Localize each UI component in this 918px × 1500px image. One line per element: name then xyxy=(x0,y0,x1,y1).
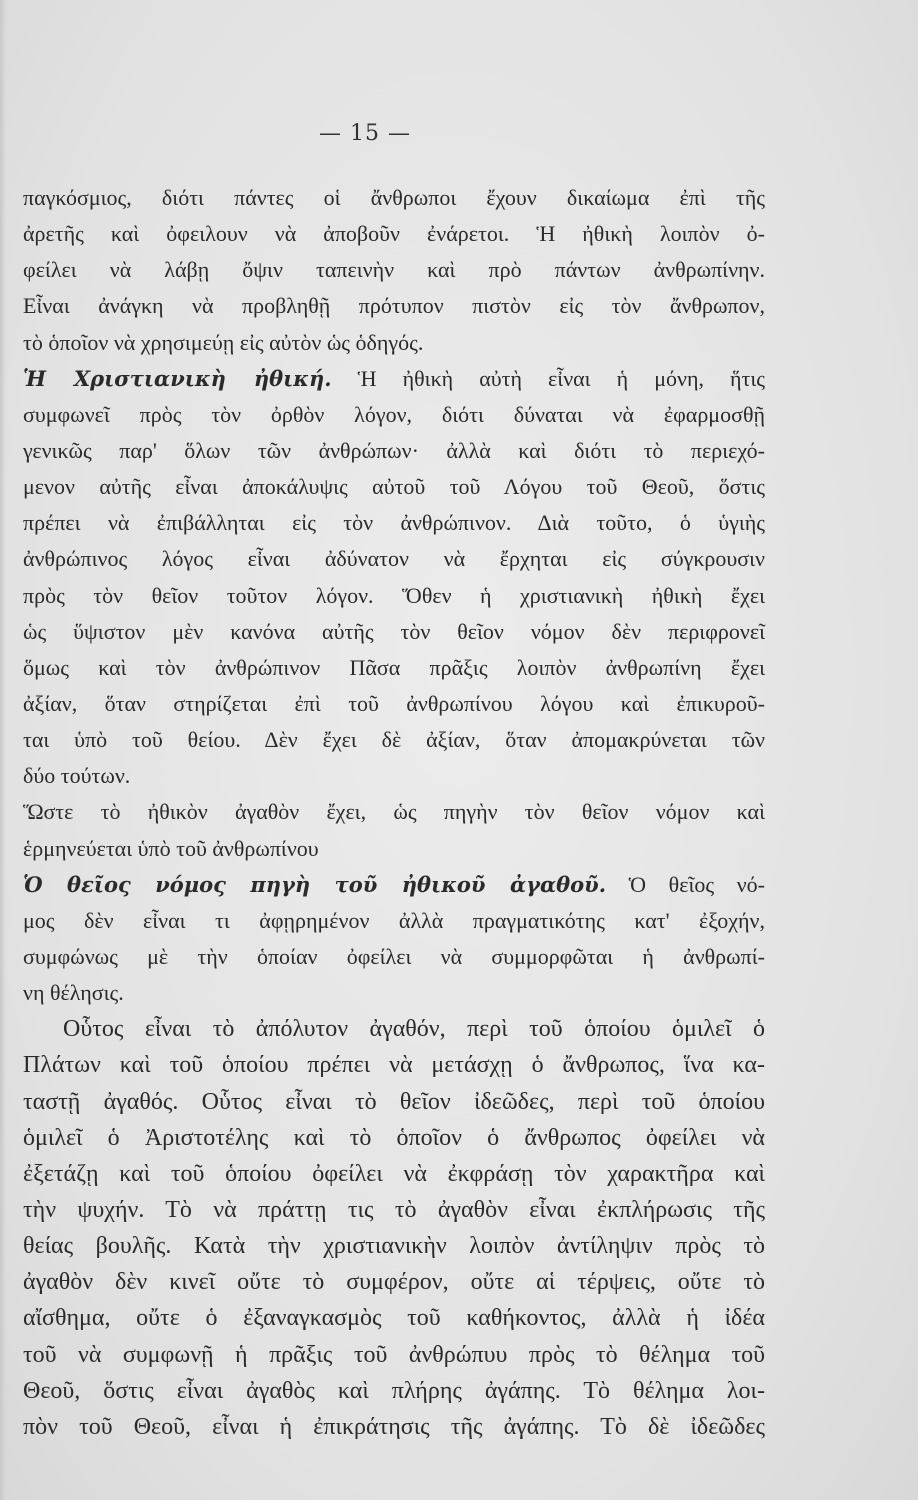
line-text: τὸ ὁποῖον νὰ χρησιμεύῃ εἰς αὐτὸν ὡς ὁδηγός. xyxy=(23,329,424,355)
line-text: γενικῶς παρ' ὅλων τῶν ἀνθρώπων· ἀλλὰ καὶ διότι τὸ περιεχό- xyxy=(23,437,765,463)
line-text: ἀξίαν, ὅταν στηρίζεται ἐπὶ τοῦ ἀνθρωπίνου λόγου καὶ ἐπικυροῦ- xyxy=(23,690,765,716)
line-text: ἐξετάζῃ καὶ τοῦ ὁποίου ὀφείλει νὰ ἐκφράσῃ τὸν χαρακτῆρα καὶ xyxy=(23,1160,765,1187)
text-line xyxy=(23,1192,765,1228)
line-text: ται ὑπὸ τοῦ θείου. Δὲν ἔχει δὲ ἀξίαν, ὅταν ἀπομακρύνεται τῶν xyxy=(23,727,765,753)
text-line xyxy=(23,903,765,939)
page-number: — 15 — xyxy=(319,121,411,146)
line-text: πρὸς τὸν θεῖον τοῦτον λόγον. Ὅθεν ἡ χριστιανικὴ ἠθικὴ ἔχει xyxy=(23,582,765,608)
text-line xyxy=(23,1047,765,1083)
text-line xyxy=(23,252,765,288)
text-line xyxy=(23,939,765,975)
text-line xyxy=(23,1011,765,1047)
text-line xyxy=(23,794,765,830)
text-line xyxy=(23,722,765,758)
line-text: ταστῇ ἀγαθός. Οὗτος εἶναι τὸ θεῖον ἰδεῶδες, περὶ τοῦ ὁποίου xyxy=(23,1088,765,1115)
line-text: Πλάτων καὶ τοῦ ὁποίου πρέπει νὰ μετάσχῃ ὁ ἄνθρωπος, ἵνα κα- xyxy=(23,1052,765,1079)
line-text: μενον αὐτῆς εἶναι ἀποκάλυψις αὐτοῦ τοῦ Λόγου τοῦ Θεοῦ, ὅστις xyxy=(23,474,765,500)
line-text: ἑρμηνεύεται ὑπὸ τοῦ ἀνθρωπίνου xyxy=(23,835,319,861)
line-text: νη θέλησις. xyxy=(23,980,124,1006)
text-line xyxy=(23,1156,765,1192)
text-line xyxy=(23,831,765,867)
line-text: τὴν ψυχήν. Τὸ νὰ πράττῃ τις τὸ ἀγαθὸν εἶναι ἐκπλήρωσις τῆς xyxy=(23,1196,765,1223)
line-text: ὡς ὕψιστον μὲν κανόνα αὐτῆς τὸν θεῖον νόμον δὲν περιφρονεῖ xyxy=(23,618,765,644)
line-text: φείλει νὰ λάβῃ ὄψιν ταπεινὴν καὶ πρὸ πάντων ἀνθρωπίνην. xyxy=(23,257,765,283)
line-text: ὅμως καὶ τὸν ἀνθρώπινον Πᾶσα πρᾶξις λοιπὸν ἀνθρωπίνη ἔχει xyxy=(23,654,765,680)
text-line xyxy=(23,975,765,1011)
text-line xyxy=(23,1228,765,1264)
line-text: Εἶναι ἀνάγκη νὰ προβληθῇ πρότυπον πιστὸν εἰς τὸν ἄνθρωπον, xyxy=(23,293,765,319)
text-line xyxy=(23,325,765,361)
line-text: πρέπει νὰ ἐπιβάλληται εἰς τὸν ἀνθρώπινον. Διὰ τοῦτο, ὁ ὑγιὴς xyxy=(23,510,765,536)
line-text: Ὁ θεῖος νό- xyxy=(606,871,765,897)
line-text: μος δὲν εἶναι τι ἀφῃρημένον ἀλλὰ πραγματικότης κατ' ἐξοχήν, xyxy=(23,907,765,933)
body-text xyxy=(23,180,765,1445)
line-text: δύο τούτων. xyxy=(23,763,131,789)
text-line xyxy=(23,758,765,794)
line-text: θείας βουλῆς. Κατὰ τὴν χριστιανικὴν λοιπὸν ἀντίληψιν πρὸς τὸ xyxy=(23,1233,765,1260)
text-line xyxy=(23,541,765,577)
text-line xyxy=(23,1337,765,1373)
text-line xyxy=(23,686,765,722)
line-text: αἴσθημα, οὔτε ὁ ἐξαναγκασμὸς τοῦ καθήκοντος, ἀλλὰ ἡ ἰδέα xyxy=(23,1305,765,1332)
text-line xyxy=(23,216,765,252)
line-text: συμφώνως μὲ τὴν ὁποίαν ὀφείλει νὰ συμμορφῶται ἡ ἀνθρωπί- xyxy=(23,943,765,969)
text-line xyxy=(23,1084,765,1120)
text-line xyxy=(23,433,765,469)
text-line xyxy=(23,650,765,686)
line-text: Ἡ ἠθικὴ αὐτὴ εἶναι ἡ μόνη, ἥτις xyxy=(331,365,765,391)
text-line xyxy=(23,1120,765,1156)
line-text: τοῦ νὰ συμφωνῇ ἡ πρᾶξις τοῦ ἀνθρώπυυ πρὸς τὸ θέλημα τοῦ xyxy=(23,1341,765,1368)
line-text: ἀγαθὸν δὲν κινεῖ οὔτε τὸ συμφέρον, οὔτε αἱ τέρψεις, οὔτε τὸ xyxy=(23,1269,765,1296)
text-line xyxy=(23,469,765,505)
line-text: Ὥστε τὸ ἠθικὸν ἀγαθὸν ἔχει, ὡς πηγὴν τὸν θεῖον νόμον καὶ xyxy=(23,799,765,825)
line-text: ἀνθρώπινος λόγος εἶναι ἀδύνατον νὰ ἔρχηται εἰς σύγκρουσιν xyxy=(23,546,765,572)
line-text: παγκόσμιος, διότι πάντες οἱ ἄνθρωποι ἔχουν δικαίωμα ἐπὶ τῆς xyxy=(23,185,765,210)
text-line xyxy=(23,397,765,433)
text-line xyxy=(23,361,765,397)
text-line xyxy=(23,614,765,650)
line-text: ἀρετῆς καὶ ὀφειλουν νὰ ἀποβοῦν ἐνάρετοι. Ἡ ἠθικὴ λοιπὸν ὀ- xyxy=(23,221,765,247)
line-text: πὸν τοῦ Θεοῦ, εἶναι ἡ ἐπικράτησις τῆς ἀγάπης. Τὸ δὲ ἰδεῶδες xyxy=(23,1413,765,1440)
section-heading: Ἡ Χριστιανικὴ ἠθική. xyxy=(23,365,332,391)
text-line xyxy=(23,867,765,903)
line-text: συμφωνεῖ πρὸς τὸν ὀρθὸν λόγον, διότι δύναται νὰ ἐφαρμοσθῇ xyxy=(23,401,765,427)
text-line xyxy=(23,288,765,324)
line-text: Θεοῦ, ὅστις εἶναι ἀγαθὸς καὶ πλήρης ἀγάπης. Τὸ θέλημα λοι- xyxy=(23,1377,765,1404)
line-text: ὁμιλεῖ ὁ Ἀριστοτέλης καὶ τὸ ὁποῖον ὁ ἄνθρωπος ὀφείλει νὰ xyxy=(23,1124,765,1151)
text-line xyxy=(23,1409,765,1445)
text-line xyxy=(23,1373,765,1409)
text-line xyxy=(23,180,765,216)
text-line xyxy=(23,578,765,614)
text-line xyxy=(23,505,765,541)
text-line xyxy=(23,1300,765,1336)
page-spine-shadow xyxy=(0,0,6,1500)
section-heading: Ὁ θεῖος νόμος πηγὴ τοῦ ἠθικοῦ ἀγαθοῦ. xyxy=(23,871,607,897)
line-text: Οὗτος εἶναι τὸ ἀπόλυτον ἀγαθόν, περὶ τοῦ ὁποίου ὁμιλεῖ ὁ xyxy=(63,1016,765,1043)
text-line xyxy=(23,1264,765,1300)
